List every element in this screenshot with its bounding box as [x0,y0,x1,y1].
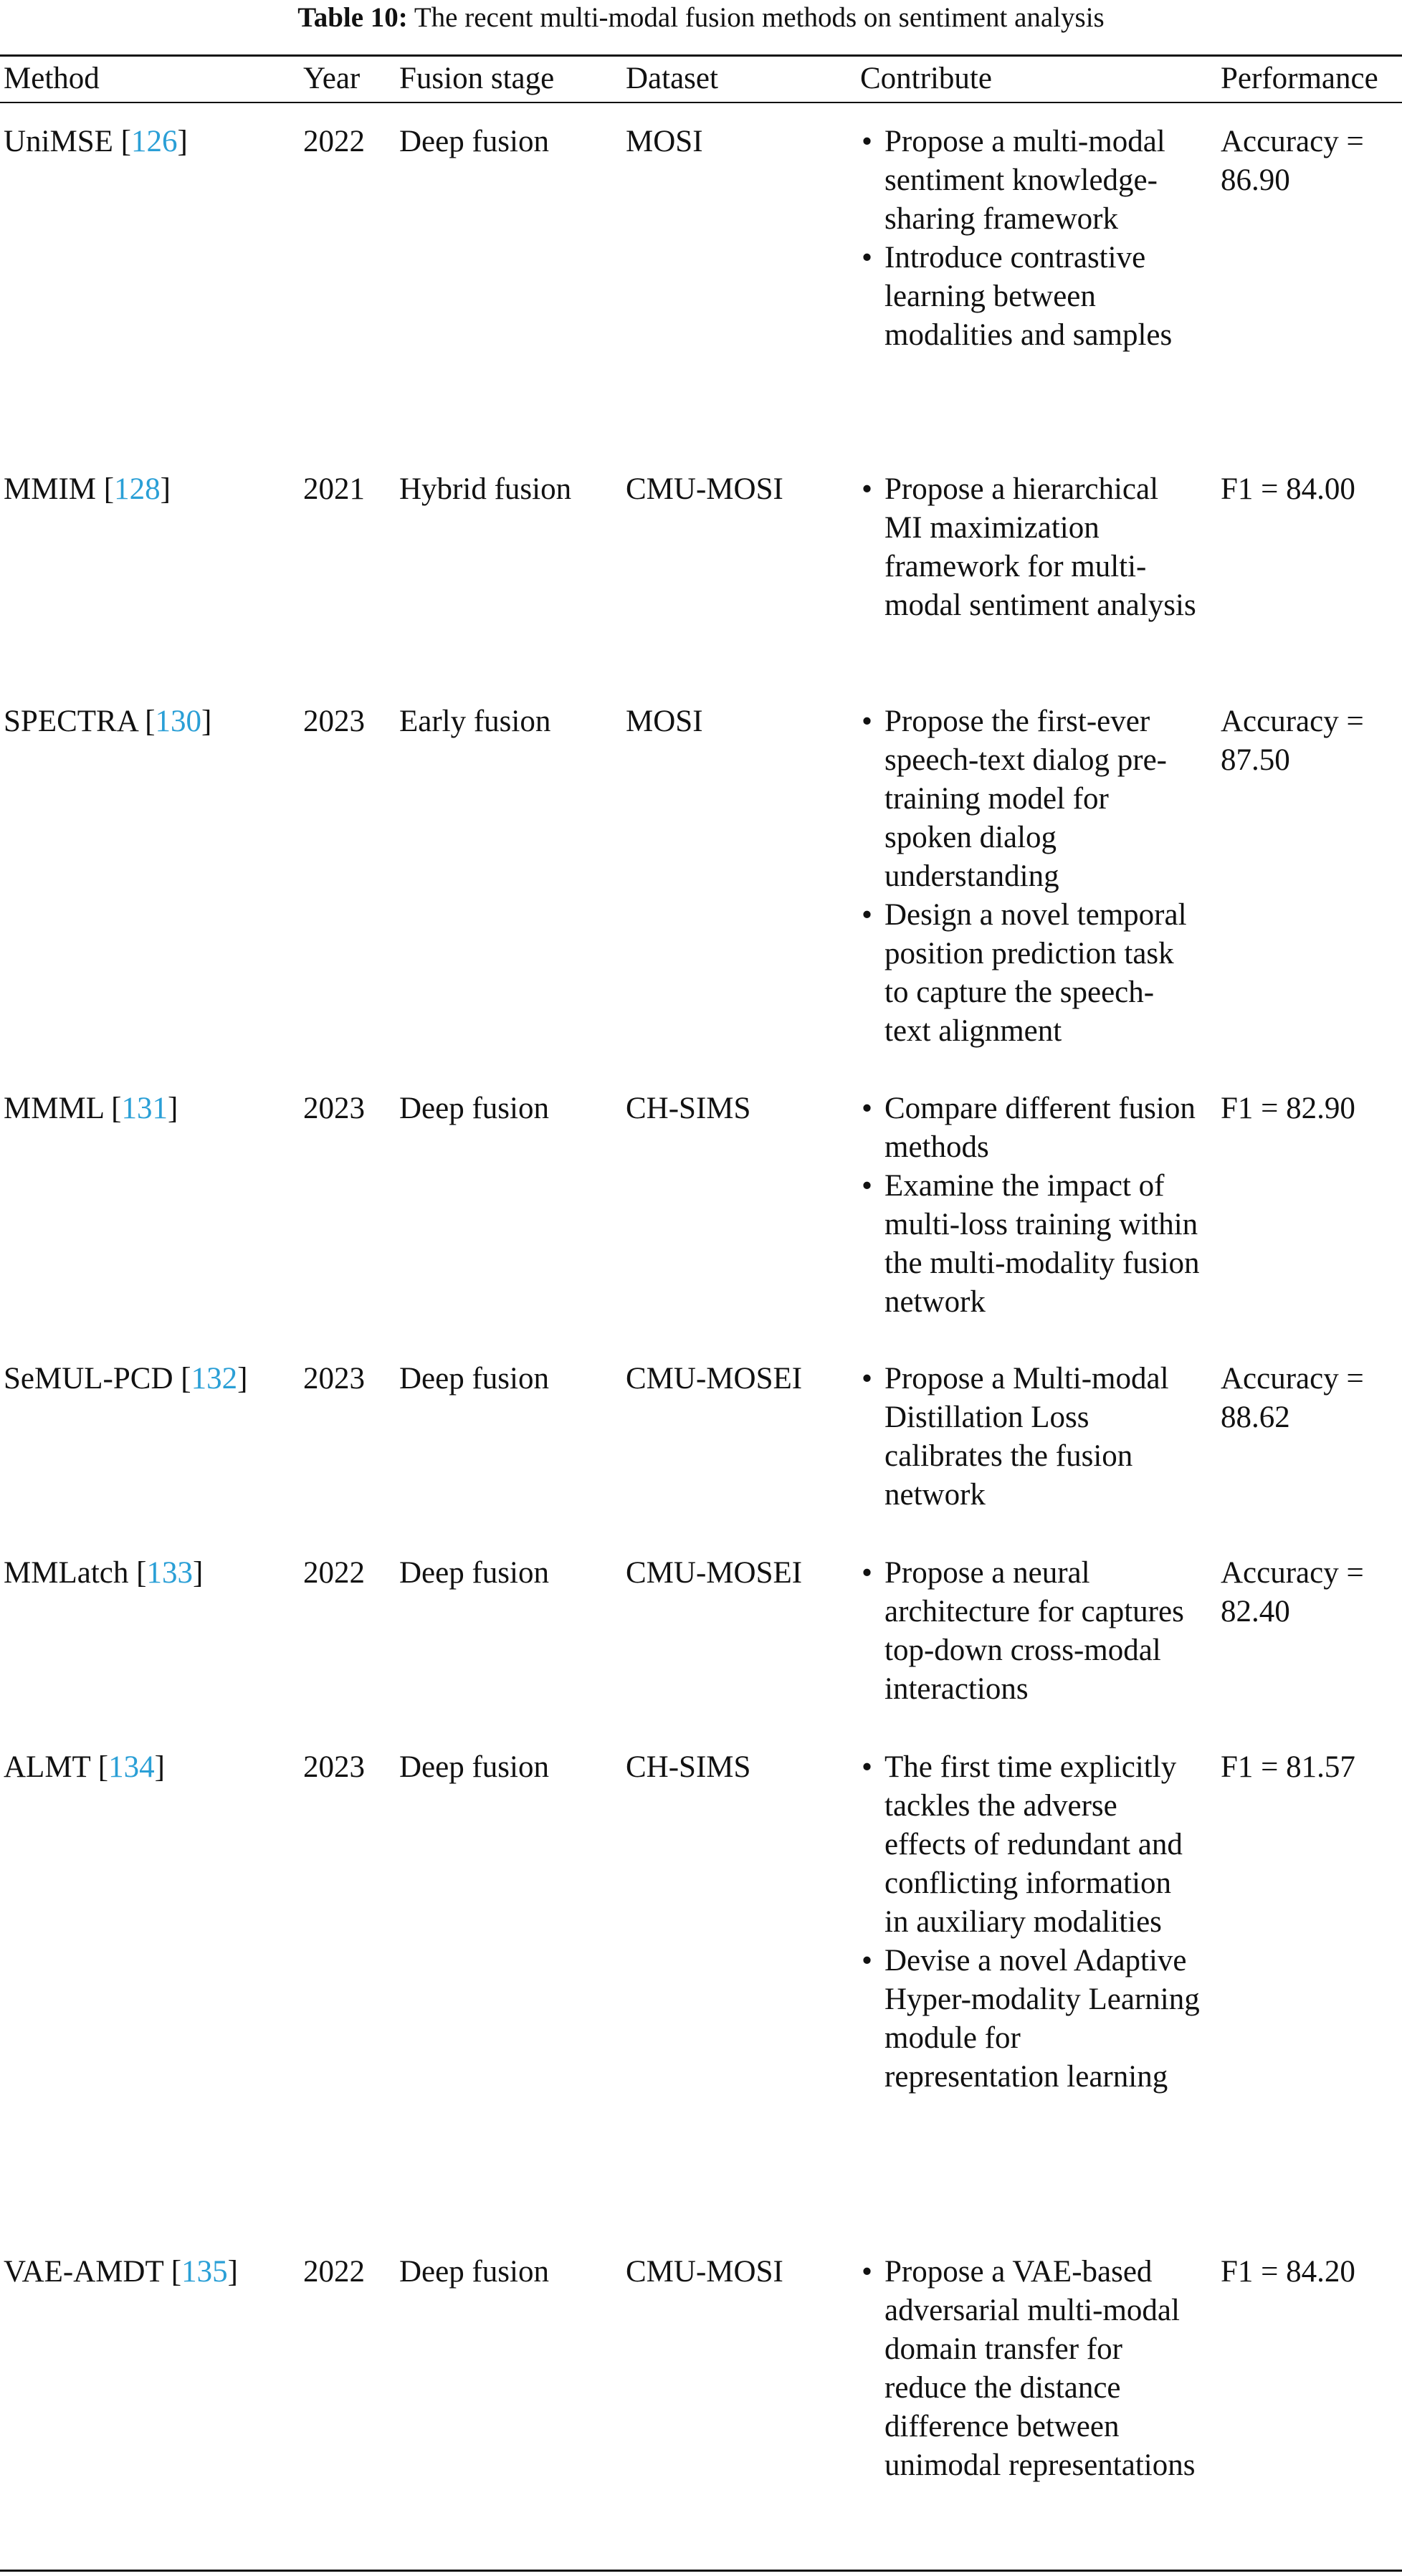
performance-line: Accuracy = [1221,1556,1364,1590]
contribution-item: • Propose the first-ever speech-text dialog pre-training model for spoken dialog understanding [860,702,1200,896]
method-name: SeMUL-PCD [4,1362,173,1396]
dataset-cell: CH-SIMS [626,1750,751,1784]
performance-cell [1221,1748,1355,1787]
performance-line: 87.50 [1221,743,1290,777]
header-fusion-stage: Fusion stage [399,62,555,95]
table-caption [0,0,1402,36]
method-cell: ALMT [134] [4,1750,165,1784]
contribution-list [860,1554,1200,1709]
dataset-cell: CMU-MOSI [626,2255,783,2289]
contribution-list [860,2253,1200,2485]
year-cell: 2022 [303,125,365,158]
citation-link[interactable]: 134 [108,1750,155,1784]
year-cell: 2022 [303,1556,365,1590]
dataset-cell: CMU-MOSEI [626,1362,803,1396]
performance-line: F1 = 84.00 [1221,472,1355,506]
performance-cell [1221,702,1364,780]
fusion-stage-cell: Deep fusion [399,1092,549,1125]
dataset-cell: CMU-MOSI [626,472,783,506]
header-contribute: Contribute [860,62,992,95]
fusion-stage-cell: Hybrid fusion [399,472,572,506]
performance-line: 86.90 [1221,163,1290,197]
contribution-item: • Propose a neural architecture for captures top-down cross-modal interactions [860,1554,1200,1709]
method-cell: MMML [131] [4,1092,178,1125]
year-cell: 2023 [303,705,365,738]
contribution-item: • Propose a Multi-modal Distillation Loss calibrates the fusion network [860,1360,1200,1514]
dataset-cell: CH-SIMS [626,1092,751,1125]
citation-link[interactable]: 126 [131,125,178,158]
contribution-item: • Introduce contrastive learning between modalities and samples [860,239,1200,355]
performance-line: F1 = 84.20 [1221,2255,1355,2289]
performance-line: Accuracy = [1221,705,1364,738]
contribution-item: • Devise a novel Adaptive Hyper-modality Learning module for representation learning [860,1942,1200,2096]
year-cell: 2023 [303,1092,365,1125]
contribution-list [860,1748,1200,2096]
method-name: MMLatch [4,1556,129,1590]
year-cell: 2021 [303,472,365,506]
performance-cell [1221,1360,1364,1437]
performance-cell [1221,470,1355,509]
fusion-stage-cell: Deep fusion [399,1362,549,1396]
contribution-list [860,702,1200,1051]
performance-line: F1 = 81.57 [1221,1750,1355,1784]
header-rule [0,102,1402,103]
header-dataset: Dataset [626,62,718,95]
fusion-stage-cell: Deep fusion [399,125,549,158]
year-cell: 2022 [303,2255,365,2289]
contribution-item: • Propose a VAE-based adversarial multi-modal domain transfer for reduce the distance difference between unimodal representations [860,2253,1200,2485]
method-name: VAE-AMDT [4,2255,163,2289]
method-name: MMML [4,1092,104,1125]
method-name: ALMT [4,1750,91,1784]
citation-link[interactable]: 133 [146,1556,193,1590]
contribution-item: • Propose a multi-modal sentiment knowledge-sharing framework [860,123,1200,239]
top-rule [0,54,1402,57]
year-cell: 2023 [303,1362,365,1396]
fusion-stage-cell: Deep fusion [399,1556,549,1590]
contribution-item: • The first time explicitly tackles the adverse effects of redundant and conflicting information in auxiliary modalities [860,1748,1200,1942]
contribution-list [860,123,1200,355]
method-name: MMIM [4,472,97,506]
contribution-list [860,1360,1200,1514]
fusion-stage-cell: Deep fusion [399,2255,549,2289]
dataset-cell: CMU-MOSEI [626,1556,803,1590]
method-cell: UniMSE [126] [4,125,188,158]
fusion-stage-cell: Early fusion [399,705,551,738]
citation-link[interactable]: 128 [114,472,161,506]
year-cell: 2023 [303,1750,365,1784]
citation-link[interactable]: 132 [191,1362,238,1396]
method-cell: SPECTRA [130] [4,705,212,738]
method-cell: MMLatch [133] [4,1556,204,1590]
contribution-list [860,1089,1200,1322]
performance-line: Accuracy = [1221,1362,1364,1396]
performance-line: Accuracy = [1221,125,1364,158]
contribution-item: • Design a novel temporal position prediction task to capture the speech-text alignment [860,896,1200,1051]
performance-cell [1221,123,1364,200]
performance-cell [1221,1554,1364,1631]
performance-line: 82.40 [1221,1595,1290,1628]
method-name: UniMSE [4,125,113,158]
contribution-item: • Compare different fusion methods [860,1089,1200,1167]
citation-link[interactable]: 131 [121,1092,168,1125]
method-name: SPECTRA [4,705,138,738]
citation-link[interactable]: 135 [181,2255,228,2289]
header-year: Year [303,62,361,95]
performance-line: F1 = 82.90 [1221,1092,1355,1125]
performance-line: 88.62 [1221,1401,1290,1434]
method-cell: MMIM [128] [4,472,171,506]
fusion-stage-cell: Deep fusion [399,1750,549,1784]
performance-cell [1221,1089,1355,1128]
dataset-cell: MOSI [626,125,703,158]
bottom-rule [0,2570,1402,2572]
dataset-cell: MOSI [626,705,703,738]
method-cell: VAE-AMDT [135] [4,2255,238,2289]
caption-label: Table 10: [297,2,408,33]
method-cell: SeMUL-PCD [132] [4,1362,248,1396]
header-performance: Performance [1221,62,1378,95]
caption-text: The recent multi-modal fusion methods on sentiment analysis [414,2,1105,33]
contribution-list [860,470,1200,625]
header-method: Method [4,62,100,95]
citation-link[interactable]: 130 [155,705,201,738]
performance-cell [1221,2253,1355,2291]
contribution-item: • Examine the impact of multi-loss training within the multi-modality fusion network [860,1167,1200,1322]
contribution-item: • Propose a hierarchical MI maximization framework for multi-modal sentiment analysis [860,470,1200,625]
